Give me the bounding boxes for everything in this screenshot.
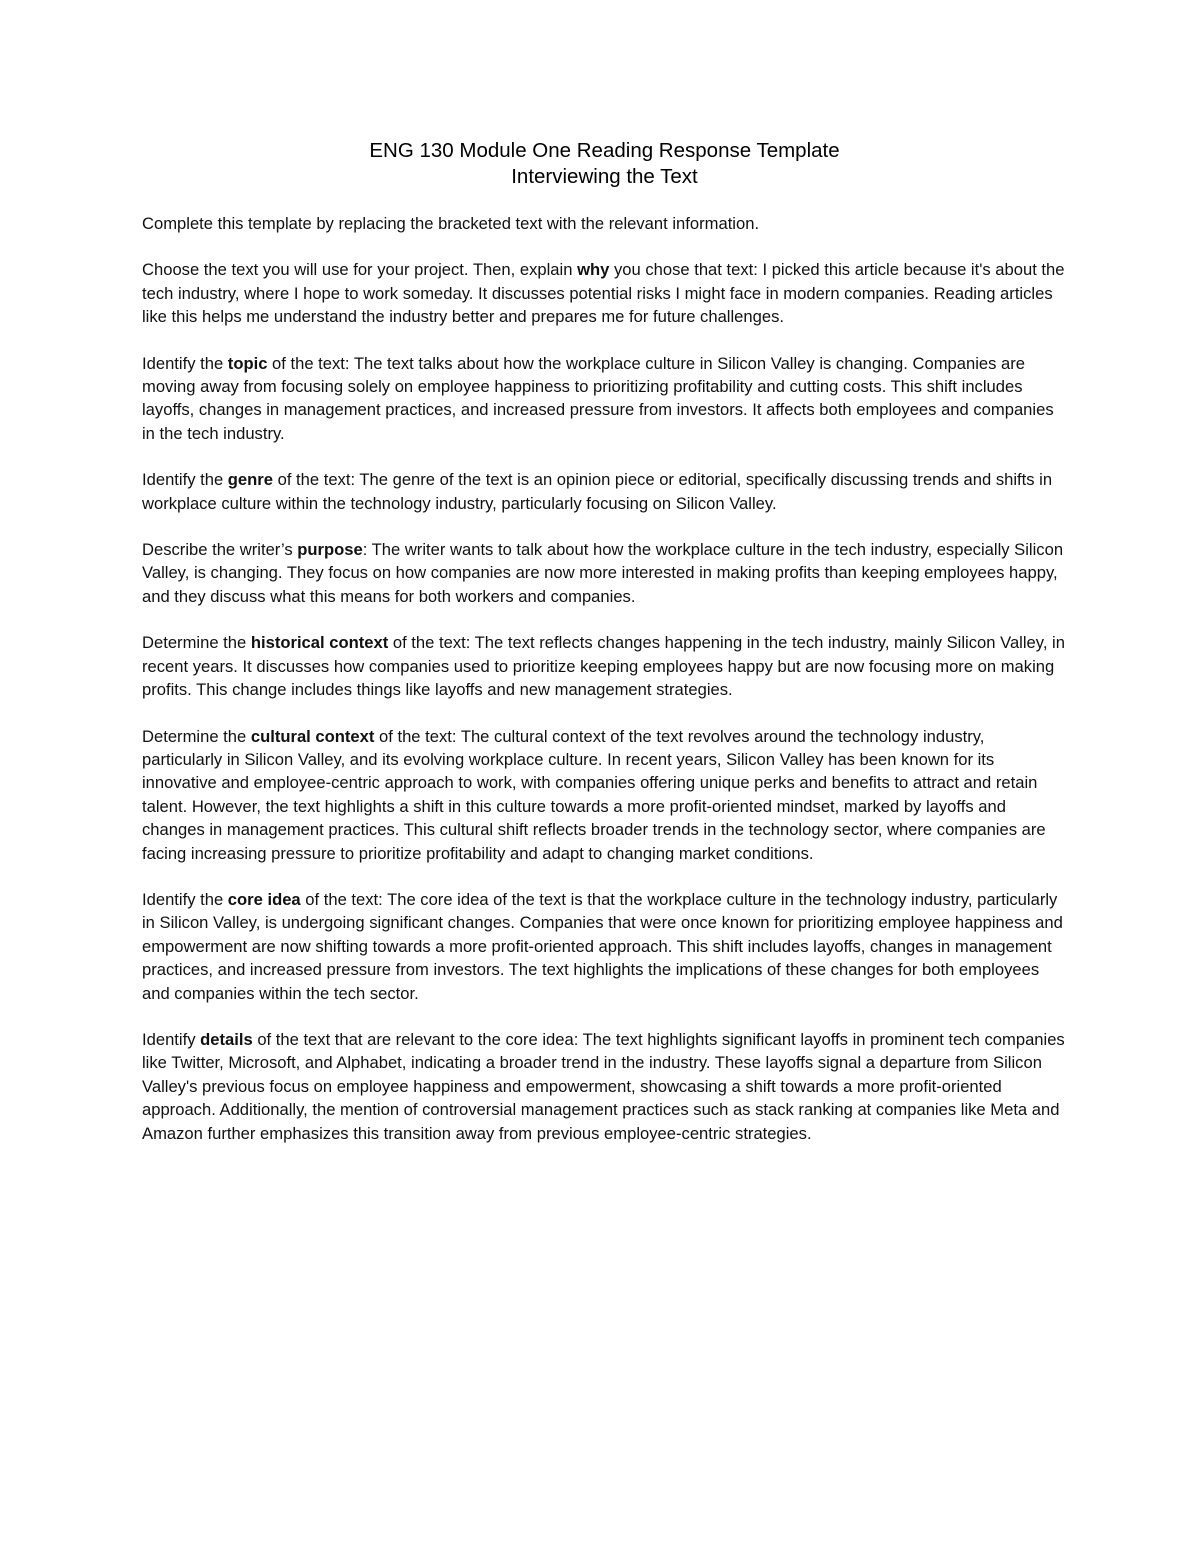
section-why — [142, 258, 1067, 328]
prompt-text: Identify — [142, 1029, 201, 1049]
prompt-keyword: purpose — [297, 540, 363, 560]
prompt-text: you chose that text: — [609, 260, 763, 280]
section-core-idea — [142, 888, 1067, 1005]
prompt-text: of the text that are relevant to the core idea: — [252, 1029, 583, 1049]
prompt-keyword: cultural context — [250, 726, 375, 746]
prompt-keyword: genre — [227, 470, 273, 490]
prompt-keyword: details — [200, 1029, 253, 1049]
prompt-text: Determine the — [142, 633, 251, 653]
section-details — [142, 1028, 1067, 1145]
document-subtitle: Interviewing the Text — [511, 165, 698, 188]
prompt-text: Identify the — [142, 470, 228, 490]
intro-instruction: Complete this template by replacing the bracketed text with the relevant information. — [142, 214, 760, 233]
prompt-text: Choose the text you will use for your project. Then, explain — [142, 260, 578, 280]
answer-text: The text highlights significant layoffs in prominent tech companies like Twitter, Microsoft, and Alphabet, indicating a broader trend in the industry. These layoffs signal a departure from Silicon Valley's previous focus on employee happiness and empowerment, showcasing a shift towards a more profit-oriented approach. Additionally, the mention of controversial management practices such as stack ranking at companies like Meta and Amazon further emphasizes this transition away from previous employee-centric strategies. — [142, 1029, 1065, 1143]
prompt-keyword: historical context — [250, 633, 389, 653]
answer-text: The writer wants to talk about how the workplace culture in the tech industry, especially Silicon Valley, is changing. They focus on how companies are now more interested in making profits than keeping employees happy, and they discuss what this means for both workers and companies. — [142, 540, 1064, 606]
answer-text: I picked this article because it's about the tech industry, where I hope to work someday. It discusses potential risks I might face in modern companies. Reading articles like this helps me understand the industry better and prepares me for future challenges. — [142, 260, 1065, 327]
prompt-text: Determine the — [142, 726, 251, 746]
prompt-text: of the text: — [272, 470, 360, 490]
answer-text: The text reflects changes happening in the tech industry, mainly Silicon Valley, in recent years. It discusses how companies used to prioritize keeping employees happy but are now focusing more on making profits. This change includes things like layoffs and new management strategies. — [142, 633, 1065, 700]
prompt-text: of the text: — [267, 353, 354, 373]
prompt-text: of the text: — [300, 889, 388, 909]
answer-text: The cultural context of the text revolves around the technology industry, particularly in Silicon Valley, and its evolving workplace culture. In recent years, Silicon Valley has been known for its innovative and employee-centric approach to work, with companies offering unique perks and benefits to attract and retain talent. However, the text highlights a shift in this culture towards a more profit-oriented mindset, marked by layoffs and changes in management practices. This cultural shift reflects broader trends in the technology sector, where companies are facing increasing pressure to prioritize profitability and adapt to changing market conditions. — [142, 726, 1046, 863]
prompt-text: Describe the writer’s — [142, 540, 298, 560]
answer-text: The text talks about how the workplace culture in Silicon Valley is changing. Companies are moving away from focusing solely on employee happiness to prioritizing profitability and cutting costs. This shift includes layoffs, changes in management practices, and increased pressure from investors. It affects both employees and companies in the tech industry. — [142, 353, 1054, 443]
answer-text: The core idea of the text is that the workplace culture in the technology industry, particularly in Silicon Valley, is undergoing significant changes. Companies that were once known for prioritizing employee happiness and empowerment are now shifting towards a more profit-oriented approach. This shift includes layoffs, changes in management practices, and increased pressure from investors. The text highlights the implications of these changes for both employees and companies within the tech sector. — [142, 889, 1063, 1003]
prompt-keyword: why — [577, 260, 610, 280]
section-historical-context — [142, 631, 1067, 701]
prompt-keyword: topic — [227, 353, 268, 373]
prompt-text: of the text: — [374, 726, 461, 746]
section-purpose — [142, 538, 1067, 608]
prompt-text: Identify the — [142, 889, 228, 909]
prompt-text: Identify the — [142, 353, 228, 373]
section-topic — [142, 352, 1067, 446]
title-block — [142, 138, 1067, 190]
document-title: ENG 130 Module One Reading Response Template — [369, 139, 840, 162]
prompt-text: of the text: — [388, 633, 475, 653]
prompt-keyword: core idea — [227, 889, 301, 909]
section-cultural-context — [142, 725, 1067, 865]
document-page — [142, 138, 1067, 1168]
section-genre — [142, 468, 1067, 515]
prompt-text: : — [362, 540, 372, 560]
answer-text: The genre of the text is an opinion piece or editorial, specifically discussing trends and shifts in workplace culture within the technology industry, particularly focusing on Silicon Valley. — [142, 470, 1053, 513]
